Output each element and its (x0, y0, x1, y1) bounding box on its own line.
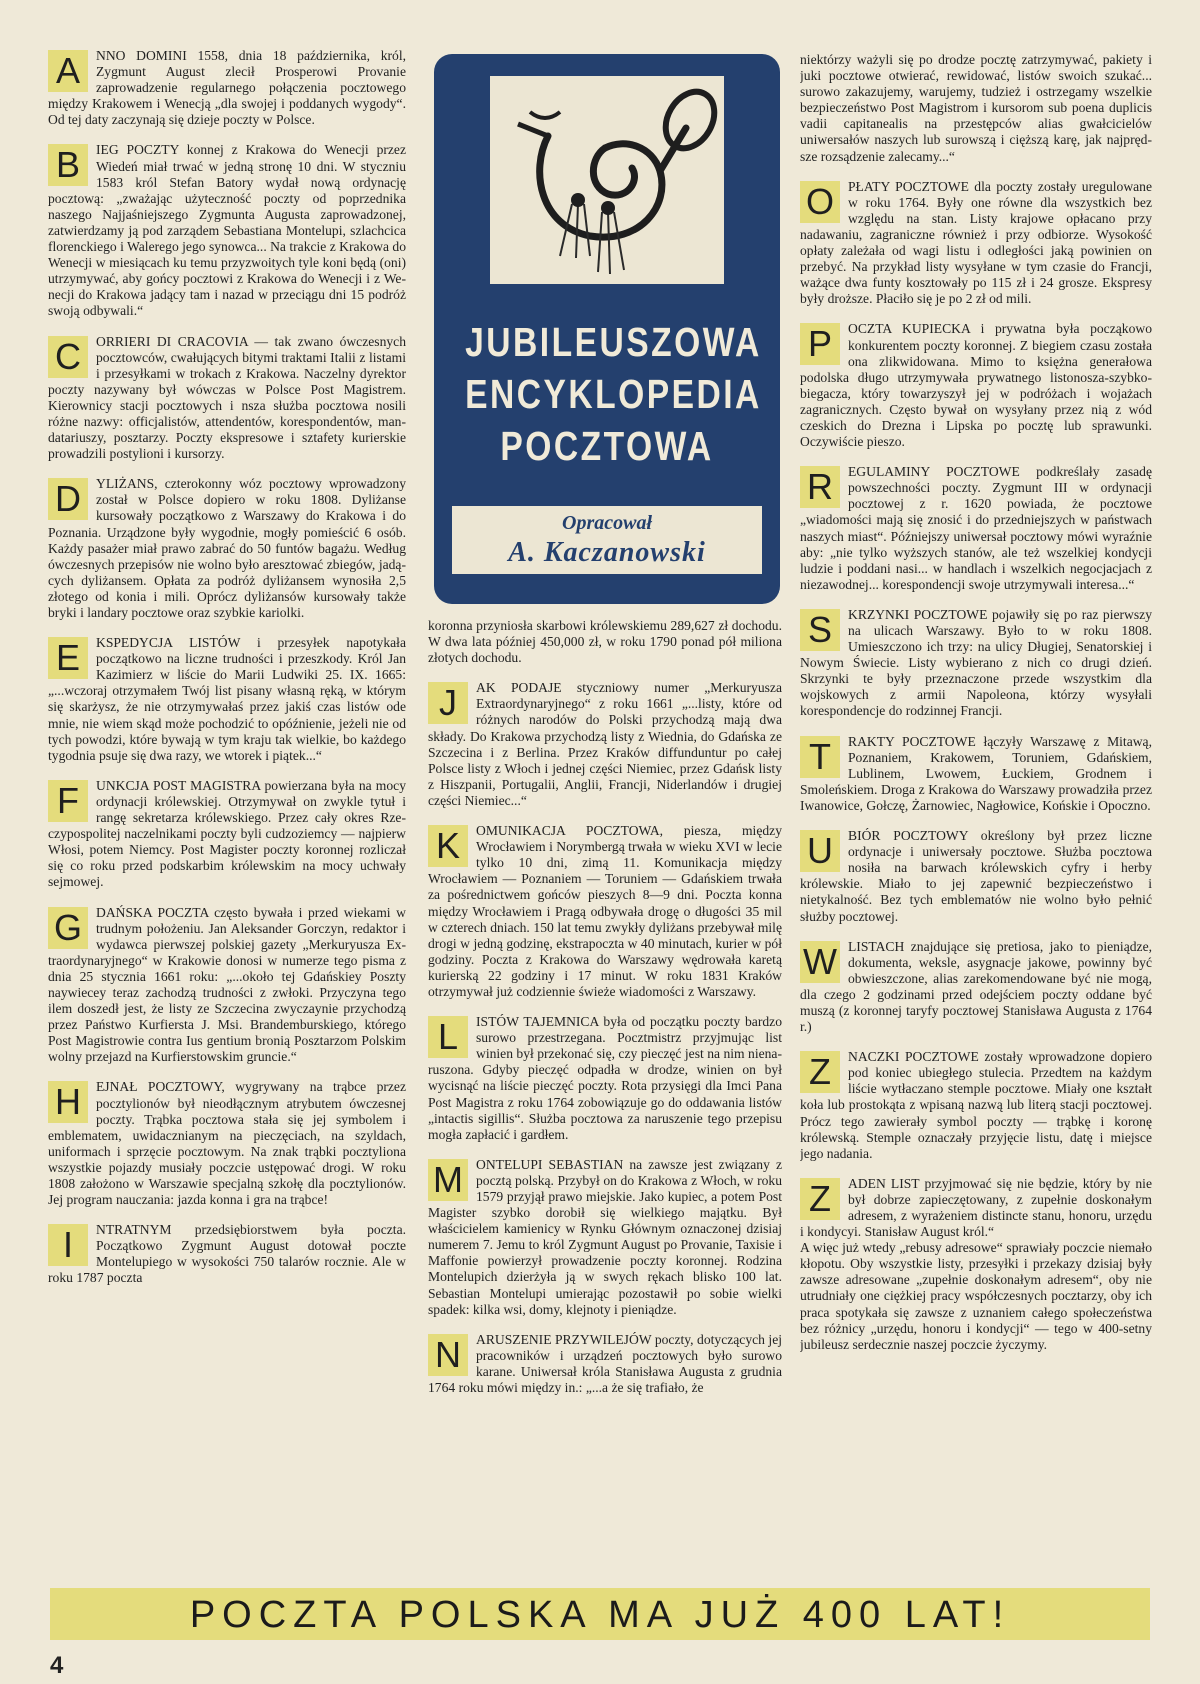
encyclopedia-entry (48, 1079, 406, 1208)
encyclopedia-entry (800, 52, 1152, 165)
jubilee-banner: POCZTA POLSKA MA JUŻ 400 LAT! (50, 1588, 1150, 1640)
drop-cap: K (428, 825, 468, 867)
drop-cap: I (48, 1224, 88, 1266)
encyclopedia-entry (428, 1157, 782, 1318)
entry-text: ADEN LIST przyjmować się nie będzie, który by nie był dobrze zapieczętowany, z zupełnie doskonałym adresem, z wyrażeniem distincte stanu, honoru, urzędu i kondycyi. Stanisław August król.“ A więc już wtedy „rebusy adresowe“ sprawiały poczcie niemało kłopotu. Oby wszystkie listy, przesyłki i przekazy dzisiaj były zawsze adresowane „zupełnie doskonałym adresem“, oby nie utrudniały one ciężkiej pracy współczesnych pocztarzy, oby ich praca spotykała się zawsze z uznaniem całego społeczeństwa bez różnicy „urzędu, honoru i kondycji“ — tego w 400-setny jubileusz serdecznie naszej poczcie życzymy. (800, 1175, 1152, 1352)
encyclopedia-entry (800, 179, 1152, 308)
encyclopedia-entry (48, 905, 406, 1066)
column-2 (428, 618, 782, 1410)
entry-text: IEG POCZTY konnej z Krakowa do Wenecji przez Wiedeń miał trwać w jedną stronę 10 dni. W styczniu 1583 król Stefan Batory wydał nową ordynację pocztową: „zważając użyteczność poczty od poprzednika naszego Najjaśniejszego Zygmunta Augusta zaprowadzonej, zatwierdzamy ją pod zarządem Sebastiana Montelupi, szlachcica florenckiego i Walerego jego synowca... Na trakcie z Krakowa do Wenecji w miesiącach ku temu przyzwoitych tyle koni będą (oni) utrzymywać, aby gońcy pocztowi z Krakowa do Wenecji i z Wenecji do Krakowa jadący tam i nazad w przeciągu dni 15 podróż swoją odbywali.“ (48, 142, 406, 319)
encyclopedia-entry (48, 142, 406, 319)
encyclopedia-entry (800, 464, 1152, 593)
entry-text: OMUNIKACJA POCZTOWA, piesza, między Wrocławiem i Norymbergą trwała w wieku XVI w lecie tylko 10 dni, zimą 11. Komunikacja między Wrocławiem — Poznaniem — Toruniem — Gdańskiem trwała za pośrednictwem gońców pieszych 8—9 dni. Poczta konna między Wrocławiem i Pragą odbywała drogę o długości 35 mil w czterech dniach. 150 lat temu zwykły dyliżans przebywał milę drogi w jedną godzinę, ekstrapoczta w 40 minutach, kurier w pół godziny. Poczta z Krakowa do Warszawy wędrowała karetą kurierską 22 godziny i 17 minut. W roku 1831 Kraków otrzymywał już codziennie świeże wiadomości z Warszawy. (428, 823, 782, 999)
drop-cap: O (800, 181, 840, 223)
drop-cap: P (800, 323, 840, 365)
drop-cap: H (48, 1081, 88, 1123)
encyclopedia-entry (428, 680, 782, 809)
title-box (434, 54, 780, 604)
column-1 (48, 48, 406, 1301)
drop-cap: W (800, 941, 840, 983)
entry-text: YLIŻANS, czterokonny wóz pocztowy wprowadzony został w Polsce dopiero w roku 1808. Dyliżanse kursowały początkowo z Warszawy do Krakowa i do Poznania. Urządzone były wygodnie, mogły pomieścić 6 osób. Każdy pasażer miał prawo zabrać do 50 funtów bagażu. Według ówczesnych przepisów nie wolno było aresztować zbiegów, jadących dyliżansem. Opłata za podróż dyliżansem wynosiła 2,5 złotego od konia i mili. Oprócz dyliżansów kursowały także bryki i landary pocztowe oraz szybkie kariolki. (48, 476, 406, 620)
byline-panel (452, 506, 762, 574)
encyclopedia-entry (800, 828, 1152, 925)
drop-cap: N (428, 1334, 468, 1376)
drop-cap: A (48, 50, 88, 92)
entry-text: niektórzy ważyli się po drodze pocztę zatrzymywać, pakiety i juki pocztowe otwierać, rewidować, listów swoich szukać... surowo zakazujemy, warujemy, tudzież i ostrzegamy wszelkie bezpieczeństwo Post Magistrom i kursorom sub poena duplicis vadii capitanealis na przestępców alias gwałcicielów uniwersałów naszych lub surowszą i cięższą karę, jak najprędsze rozsądzenie zalecamy...“ (800, 52, 1152, 164)
entry-text: koronna przyniosła skarbowi królewskiemu 289,627 zł dochodu. W dwa lata później 450,000 zł, w roku 1790 ponad pół miliona złotych dochodu. (428, 618, 782, 666)
encyclopedia-entry (800, 734, 1152, 814)
drop-cap: T (800, 736, 840, 778)
entry-text: OCZTA KUPIECKA i prywatna była począkowo konkurentem poczty koronnej. Z biegiem czasu została ona zlikwidowana. Mimo to księżna generałowa podolska długo utrzymywała prywatnego listonosza-szybkobiegacza, który towarzyszył jej w podróżach i wojażach zagranicznych. Często bywał on wysyłany przez nią z wód czeskich do Drezna i Lipska po pocztę lub sprawunki. Oczywiście pieszo. (800, 321, 1152, 450)
entry-text: AK PODAJE styczniowy numer „Merkuryusza Extraordynaryjnego“ z roku 1661 „...listy, które od różnych narodów do Polski przychodzą mają dwa składy. Do Krakowa przychodzą listy z Wiednia, do Gdańska ze Szczecina i z Berlina. Przez Kraków diffunduntur po całej Polsce listy z Włoch i jednej części Niemiec, przez Gdańsk listy z Hiszpanii, Portugalii, Anglii, Francji, Niderlandów i drugiej części Niemiec...“ (428, 680, 782, 808)
encyclopedia-entry (428, 1332, 782, 1396)
encyclopedia-entry (48, 1222, 406, 1286)
encyclopedia-entry (800, 607, 1152, 720)
entry-text: NTRATNYM przedsiębiorstwem była poczta. Początkowo Zygmunt August dotował poczte Montelupiego w wysokości 750 talarów rocznie. Ale w roku 1787 poczta (48, 1222, 406, 1286)
entry-text: RAKTY POCZTOWE łączyły Warszawę z Mitawą, Poznaniem, Krakowem, Toruniem, Gdańskiem, Lublinem, Lwowem, Łuckiem, Grodnem i Smoleńskiem. Droga z Krakowa do Warszawy prowadziła przez Iwanowice, Gołczę, Żarnowiec, Nagłowice, Końskie i Opoczno. (800, 733, 1152, 813)
encyclopedia-entry (428, 823, 782, 1000)
encyclopedia-entry (48, 778, 406, 891)
title-line-1: JUBILEUSZOWA (465, 319, 762, 365)
entry-text: DAŃSKA POCZTA często bywała i przed wiekami w trudnym położeniu. Jan Aleksander Gorczyn, redaktor i wydawca pierwszej polskiej gazety „Merkuryusza Extraordynaryjnego“ w Krakowie donosi w numerze tego pisma z dnia 25 stycznia 1661 roku: „...około tej Gdańskiey Poszty naywiecey teraz zachodzą trudności z zwłoki. Przyczyna tego ilem doszedł jest, że listy ze Szczecina zwyczaynie przychodzą przez Państwo Kurfiersta J. Msi. Brandemburskiego, którego Post Magistrowie contra Ius gentium bronią Posztarzom Polskim wolny przejazd na Kurfierstowskim gruncie.“ (48, 904, 406, 1065)
drop-cap: M (428, 1159, 468, 1201)
entry-text: ORRIERI DI CRACOVIA — tak zwano ówczesnych pocztowców, cwałujących bitymi traktami Italii z listami i przesyłkami w trokach z Krakowa. Naczelny dyrektor poczty nazywany był wówczas w Polsce Post Magistrem. Kierownicy stacji pocztowych i nsza służba pocztowa nosili różne nazwy: officjalistów, attendentów, korespondentów, mandatariuszy, posztarzy. Poczty ekspresowe i sztafety kurierskie prowadzili postylioni i kursorzy. (48, 333, 406, 462)
encyclopedia-entry (800, 321, 1152, 450)
entry-text: PŁATY POCZTOWE dla poczty zostały uregulowane w roku 1764. Były one równe dla wszystkich bez względu na stan. Listy krajowe opłacano przy nadawaniu, zagraniczne również i przy odbiorze. Wysokość opłaty zależała od wagi listu i odległości jaką powinien on przebyć. Na przykład listy wysyłane w tym czasie do Francji, ważące dwa funty kosztowały po 115 zł i 24 grosze. Ekspresy były droższe. Płaciło się je po 2 zł od mili. (800, 178, 1152, 307)
drop-cap: F (48, 780, 88, 822)
entry-text: KSPEDYCJA LISTÓW i przesyłek napotykała początkowo na liczne trudności i przeszkody. Król Jan Kazimierz w liście do Marii Ludwiki 25. IX. 1665: „...wczoraj otrzymałem Twój list pisany własną ręką, w którym się skarżysz, że nie otrzymywałaś przez jakiś czas listów ode mnie, nie wiem skąd może pochodzić to opóźnienie, jeżeli nie od tych powodzi, które bywają w tym kraju tak wielkie, bo każdego tygodnia psuje się dwa razy, we wtorek i piątek...“ (48, 635, 406, 763)
entry-text: KRZYNKI POCZTOWE pojawiły się po raz pierwszy na ulicach Warszawy. Było to w roku 1808. Umieszczono ich trzy: na ulicy Długiej, Senatorskiej i Nowym Świecie. Listy wybierano z nich co drugi dzień. Skrzynki te były przeznaczone przede wszystkim dla wojskowych z armii Napoleona, którzy wysyłali korespondencje do rodzinnej Francji. (800, 606, 1152, 719)
title-line-3: POCZTOWA (500, 423, 714, 469)
drop-cap: D (48, 478, 88, 520)
drop-cap: Z (800, 1051, 840, 1093)
author-name: A. Kaczanowski (508, 537, 706, 568)
entry-text: ONTELUPI SEBASTIAN na zawsze jest związany z pocztą polską. Przybył on do Krakowa z Włoch, w roku 1579 przyjął prawo miejskie. Jako kupiec, a potem Post Magister szybko dorobił się wielkiego majątku. Był właścicielem kamienicy w Rynku Głównym oznaczonej dzisiaj numerem 7. Jemu to król Zygmunt August po Provanie, Taxisie i Maffonie powierzył prowadzenie poczty koronnej. Rodzina Montelupich dzierżyła ją w swych rękach blisko 100 lat. Sebastian Montelupi umierając pozostawił po sobie wielki spadek: kilka wsi, domy, klejnoty i pieniądze. (428, 1156, 782, 1317)
page-number: 4 (50, 1652, 64, 1679)
drop-cap: L (428, 1016, 468, 1058)
entry-text: NNO DOMINI 1558, dnia 18 października, król, Zygmunt August zlecił Prosperowi Provanie zaprowadzenie regularnego połączenia pocztowego między Krakowem i Wenecją „dla swojej i poddanych wygody“. Od tej daty zaczynają się dzieje poczty w Polsce. (48, 48, 406, 128)
encyclopedia-entry (48, 48, 406, 128)
entry-text: ARUSZENIE PRZYWILEJÓW poczty, dotyczących jej pracowników i urządzeń pocztowych było surowo karane. Uniwersał króla Stanisława Augusta z grudnia 1764 roku mówi między in.: „...a że się trafiało, że (428, 1331, 782, 1396)
drop-cap: S (800, 609, 840, 651)
drop-cap: C (48, 336, 88, 378)
entry-text: UNKCJA POST MAGISTRA powierzana była na mocy ordynacji królewskiej. Otrzymywał on zwykle tytuł i rangę sekretarza królewskiego. Przez cały okres Rzeczypospolitej naczelnikami poczty byli cudzoziemcy — najpierw Włosi, potem Niemcy. Post Magister poczty koronnej rozliczał się co roku przed podskarbim królewskim na mocy uchwały sejmowej. (48, 777, 406, 890)
post-horn-illustration (490, 76, 724, 284)
post-horn-icon (490, 76, 724, 284)
entry-text: ISTÓW TAJEMNICA była od początku poczty bardzo surowo przestrzegana. Pocztmistrz przyjmując list winien był przekonać się, czy pieczęć jest na nim nienaruszona. Gdyby pieczęć odpadła w drodze, winien on był wycisnąć na liście pieczęć poczty. Rota przysięgi dla Imci Pana Post Magistra z roku 1764 zobowiązuje go do oddawania listów „intactis sigillis“. Służba pocztowa za naruszenie tego przepisu mogła zapłacić i gardłem. (428, 1014, 782, 1142)
encyclopedia-entry (800, 1176, 1152, 1353)
encyclopedia-entry (800, 939, 1152, 1036)
drop-cap: J (428, 682, 468, 724)
column-3 (800, 52, 1152, 1367)
encyclopedia-title (465, 316, 762, 472)
title-line-2: ENCYKLOPEDIA (465, 371, 762, 417)
byline-label: Opracował (562, 512, 652, 534)
entry-text: NACZKI POCZTOWE zostały wprowadzone dopiero pod koniec ubiegłego stulecia. Przedtem na każdym liście wytłaczano stemple pocztowe. Miały one kształt koła lub prostokąta z wpisaną nazwą lub literą stacji pocztowej. Prócz tego zawierały symbol poczty — trąbkę i koronę królewską. Stemple oznaczały przyjęcie listu, datę i miejsce jego nadania. (800, 1049, 1152, 1161)
drop-cap: Z (800, 1178, 840, 1220)
entry-text: LISTACH znajdujące się pretiosa, jako to pieniądze, dokumenta, weksle, asygnacje jakowe, powinny być obwieszczone, alias zarekomendowane być nie mogą, dla czego 2 godzinami przed odejściem poczty oddane być muszą (z koronnej taryfy pocztowej Stanisława Augusta z 1764 r.) (800, 938, 1152, 1035)
encyclopedia-entry (48, 334, 406, 463)
drop-cap: B (48, 144, 88, 186)
encyclopedia-entry (48, 476, 406, 621)
entry-text: BIÓR POCZTOWY określony był przez liczne ordynacje i uniwersały pocztowe. Służba pocztowa nosiła na barwach królewskich cyfry i herby królewskie. Miało to jej zapewnić bezpieczeństwo i nietykalność. Bez tych emblematów nie wolno było pełnić służby pocztowej. (800, 828, 1152, 924)
entry-text: EGULAMINY POCZTOWE podkreślały zasadę powszechności poczty. Zygmunt III w ordynacji pocztowej z r. 1620 powiada, że pocztowe „wiadomości mają się znosić i do przedniejszych w państwach naszych miast“. Późniejszy uniwersał pocztowy mówi wyraźnie aby: „nie tylko wyższych stanów, ale też wszelkiej kondycji ludzie i poddani nasi... w handlach i wszelkich negocjacjach z niezawodnej... korespondencji swoje utrzymywali interesa...“ (800, 464, 1152, 592)
encyclopedia-entry (48, 635, 406, 764)
drop-cap: R (800, 466, 840, 508)
encyclopedia-entry (428, 1014, 782, 1143)
encyclopedia-entry (800, 1049, 1152, 1162)
drop-cap: E (48, 637, 88, 679)
entry-text: EJNAŁ POCZTOWY, wygrywany na trąbce przez pocztylionów był nieodłącznym atrybutem ówczesnej poczty. Trąbka pocztowa stała się jej symbolem i emblematem, uwidacznianym na pieczęciach, na szyldach, uniformach i sprzęcie pocztowym. Na znak trąbki pocztyliona wszystkie pojazdy musiały poczcie ustępować drogi. W roku 1808 założono w Warszawie specjalną szkołę dla pocztylionów. Jej program nauczania: jazda konna i gra na trąbce! (48, 1079, 406, 1208)
drop-cap: U (800, 830, 840, 872)
drop-cap: G (48, 907, 88, 949)
encyclopedia-entry (428, 618, 782, 666)
